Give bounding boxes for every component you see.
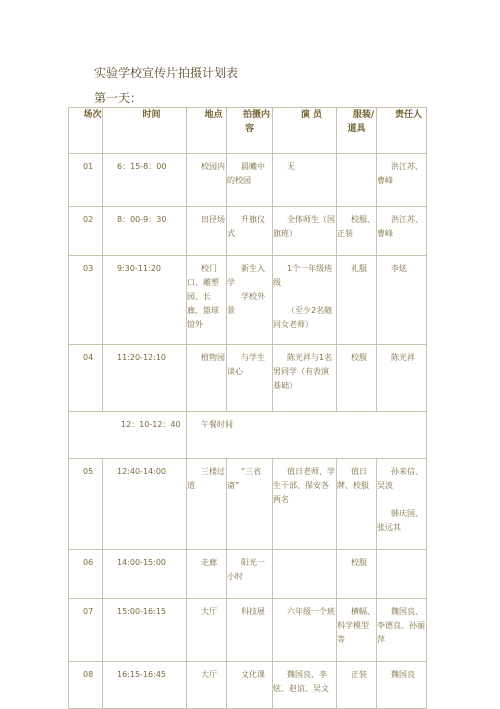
cell-time: 11:20-12:10: [103, 345, 187, 412]
header-content: 拍摄内容: [227, 108, 273, 154]
cell-responsible: 孙来信、吴波 韩庆国、张远其: [377, 459, 427, 550]
table-row: [69, 256, 427, 345]
cell-content: 晨曦中的校园: [227, 154, 273, 207]
cell-time: 9:30-11:20: [103, 256, 187, 345]
cell-scene: 04: [69, 345, 103, 412]
cell-content: 文化课: [227, 662, 273, 709]
cell-time: 12:40-14:00: [103, 459, 187, 550]
table-row: [69, 599, 427, 662]
cell-scene: 03: [69, 256, 103, 345]
cell-responsible: 洪江苏、曹峰: [377, 154, 427, 207]
cell-scene: 06: [69, 550, 103, 599]
cell-actors: 陈光祥与1名男同学（有表演基础）: [273, 345, 337, 412]
cell-lunch-time: 12：10-12：40: [69, 412, 187, 459]
table-row: [69, 459, 427, 550]
schedule-table: [68, 107, 427, 709]
cell-content: 阳光一小时: [227, 550, 273, 599]
cell-content: “三省斋”: [227, 459, 273, 550]
cell-location: 植物园: [187, 345, 227, 412]
header-time: 时间: [103, 108, 187, 154]
cell-costume: 值日牌、校服: [337, 459, 377, 550]
cell-responsible: [377, 550, 427, 599]
cell-actors: 无: [273, 154, 337, 207]
cell-responsible: 魏国良: [377, 662, 427, 709]
table-row: [69, 345, 427, 412]
cell-time: 15:00-16:15: [103, 599, 187, 662]
cell-location: 大厅: [187, 599, 227, 662]
cell-content: 新生入学 学校外景: [227, 256, 273, 345]
cell-costume: 校服: [337, 345, 377, 412]
cell-costume: 礼服: [337, 256, 377, 345]
cell-location: 田径场: [187, 207, 227, 256]
cell-responsible: 李炫: [377, 256, 427, 345]
cell-time: 6：15-8：00: [103, 154, 187, 207]
table-row-lunch: [69, 412, 427, 459]
header-responsible: 责任人: [377, 108, 427, 154]
document-title: 实验学校宣传片拍摄计划表: [94, 66, 239, 80]
header-location: 地点: [187, 108, 227, 154]
table-row: [69, 207, 427, 256]
cell-scene: 07: [69, 599, 103, 662]
cell-content: 与学生谈心: [227, 345, 273, 412]
cell-time: 8：00-9：30: [103, 207, 187, 256]
cell-costume: 正装: [337, 662, 377, 709]
cell-responsible: 陈光祥: [377, 345, 427, 412]
cell-costume: 校服、正装: [337, 207, 377, 256]
table-row: [69, 550, 427, 599]
cell-actors: 魏国良、李炫、赵谊、吴文: [273, 662, 337, 709]
cell-actors: 值日老师、学生干部、保安各两名: [273, 459, 337, 550]
header-costume: 服装/道具: [337, 108, 377, 154]
table-header-row: [69, 108, 427, 154]
cell-time: 16:15-16:45: [103, 662, 187, 709]
cell-actors: 1个一年级班级 （至少2名随同女老师）: [273, 256, 337, 345]
cell-responsible: 洪江苏、曹峰: [377, 207, 427, 256]
cell-actors: [273, 550, 337, 599]
header-actors: 演 员: [273, 108, 337, 154]
cell-actors: 全体师生（国旗班）: [273, 207, 337, 256]
table-row: [69, 662, 427, 709]
cell-scene: 02: [69, 207, 103, 256]
cell-scene: 01: [69, 154, 103, 207]
cell-content: 科技展: [227, 599, 273, 662]
cell-scene: 05: [69, 459, 103, 550]
cell-costume: 校服: [337, 550, 377, 599]
cell-location: 大厅: [187, 662, 227, 709]
cell-location: 三楼过道: [187, 459, 227, 550]
header-scene: 场次: [69, 108, 103, 154]
cell-location: 走廊: [187, 550, 227, 599]
cell-location: 校园内: [187, 154, 227, 207]
cell-content: 升旗仪式: [227, 207, 273, 256]
day-label: 第一天：: [94, 91, 143, 105]
cell-scene: 08: [69, 662, 103, 709]
cell-actors: 六年级一个班: [273, 599, 337, 662]
cell-lunch-label: 午餐时间: [187, 412, 427, 459]
cell-time: 14:00-15:00: [103, 550, 187, 599]
table-row: [69, 154, 427, 207]
cell-costume: [337, 154, 377, 207]
cell-responsible: 魏国良、李德良、孙丽萍: [377, 599, 427, 662]
cell-costume: 横幅、科学模型等: [337, 599, 377, 662]
cell-location: 校门口、雕塑园、长廊、篮球馆外: [187, 256, 227, 345]
